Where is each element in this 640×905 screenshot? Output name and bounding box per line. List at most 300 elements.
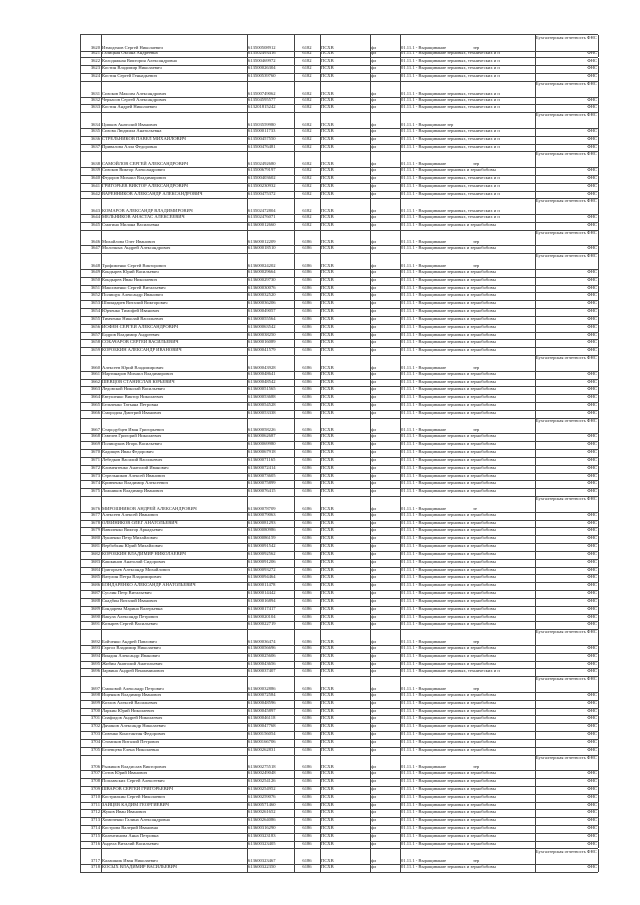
entity-type: фл <box>371 73 377 79</box>
column-divider <box>598 50 599 58</box>
entity-name: Лебедков Василий Васильевич <box>102 456 163 462</box>
column-divider <box>598 841 599 849</box>
activity-code: 01.11.1 - Выращивание зерновых и зернобобовы <box>401 433 496 439</box>
entity-name: Хомиченко Галина Александровна <box>102 817 170 823</box>
entity-type: фл <box>371 488 377 494</box>
region-code: 6182 <box>302 167 312 173</box>
inn-number: 613500476481 <box>248 143 276 149</box>
data-source: ФНС <box>587 691 597 697</box>
entity-type: фл <box>371 221 377 227</box>
region-code: 6186 <box>302 605 312 611</box>
data-source: ФНС <box>587 57 597 63</box>
category-code: ПСХВ <box>321 121 334 127</box>
inn-number: 613504595577 <box>248 96 276 102</box>
entity-name: Галицкая Оксана Андреевна <box>102 49 158 55</box>
activity-code: 01.11.1 - Выращивание зерновых, технических и п <box>401 135 500 141</box>
column-divider <box>598 747 599 755</box>
region-code: 6186 <box>302 480 312 486</box>
inn-number: 613600091206 <box>248 558 276 564</box>
data-source: ФНС <box>587 65 597 71</box>
entity-name: Сотов Юрий Иванович <box>102 770 148 776</box>
activity-code-suffix: зер <box>473 161 480 167</box>
inn-number: 613600018510 <box>248 245 276 251</box>
row-number: 3682 <box>90 550 100 556</box>
activity-code: 01.11.1 - Выращивание зерновых, технических и п <box>401 127 500 133</box>
entity-name: Вавиленко Виктор Аркадьевич <box>102 527 163 533</box>
column-divider <box>598 402 599 410</box>
region-code: 6186 <box>302 262 312 268</box>
row-number: 3640 <box>90 174 100 180</box>
entity-type: фл <box>371 527 377 533</box>
row-number: 3631 <box>90 90 100 96</box>
data-source: ФНС <box>587 785 597 791</box>
entity-type: фл <box>371 621 377 627</box>
entity-name: Кострилкин Сергей Николаевич <box>102 793 165 799</box>
region-code: 6186 <box>302 323 312 329</box>
row-number: 3633 <box>90 104 100 110</box>
activity-code-text: 01.11.1 - Выращивание <box>401 505 447 511</box>
entity-name: Сизова Людмила Анатольевна <box>102 127 162 133</box>
entity-name: Черкасов Сергей Александрович <box>102 96 167 102</box>
data-source: ФНС <box>587 543 597 549</box>
column-divider <box>598 355 599 371</box>
data-source: ФНС <box>587 778 597 784</box>
entity-name: Сизоков Максим Александрович <box>102 90 167 96</box>
data-source: ФНС <box>587 214 597 220</box>
entity-name: Ватулин Петра Владимирович <box>102 574 162 580</box>
activity-code: 01.11.1 - Выращивание зерновых, технических и п <box>401 190 500 196</box>
row-number: 3634 <box>90 121 100 127</box>
row-number: 3711 <box>90 801 100 807</box>
activity-code: 01.11.1 - Выращивание зерновых и зернобобовы <box>401 472 496 478</box>
inn-number: 613600156054 <box>248 731 276 737</box>
entity-name: Поплавских Сергей Алексеевич <box>102 778 165 784</box>
column-divider <box>598 269 599 277</box>
data-source: Бухгалтерская отчетность ФНС <box>536 35 597 40</box>
category-code: ПСХВ <box>321 276 334 282</box>
inn-number: 613600053338 <box>248 409 276 415</box>
activity-code: 01.11.1 - Выращивание зерновых и зернобобовы <box>401 691 496 697</box>
entity-type: фл <box>371 276 377 282</box>
row-number: 3683 <box>90 558 100 564</box>
activity-code: 01.11.1 - Выращивание зерновых и зернобобовы <box>401 738 496 744</box>
category-code: ПСХВ <box>321 527 334 533</box>
data-source: ФНС <box>587 480 597 486</box>
data-source: ФНС <box>587 167 597 173</box>
category-code: ПСХВ <box>321 723 334 729</box>
column-divider <box>598 332 599 340</box>
data-source: ФНС <box>587 793 597 799</box>
activity-code: 01.11.1 - Выращивание зерновых, технических и п <box>401 49 500 55</box>
entity-type: фл <box>371 161 377 167</box>
row-number: 3701 <box>90 715 100 721</box>
row-number: 3663 <box>90 386 100 392</box>
row-number: 3622 <box>90 57 100 63</box>
inn-number: 613600323467 <box>248 858 276 864</box>
inn-number: 613600029664 <box>248 268 276 274</box>
row-number: 3681 <box>90 543 100 549</box>
region-code: 6186 <box>302 858 312 864</box>
category-code: ПСХВ <box>321 505 334 511</box>
activity-code: 01.11.1 - Выращивание зерновых и зернобобовы <box>401 715 496 721</box>
category-code: ПСХВ <box>321 262 334 268</box>
inn-number: 613600041579 <box>248 347 276 353</box>
column-divider <box>598 112 599 128</box>
entity-name: Молочных Андрей Александрович <box>102 245 171 251</box>
category-code: ПСХВ <box>321 793 334 799</box>
column-divider <box>598 457 599 465</box>
column-divider <box>598 167 599 175</box>
inn-number: 613600062687 <box>248 433 276 439</box>
category-code: ПСХВ <box>321 832 334 838</box>
row-number: 3632 <box>90 96 100 102</box>
column-divider <box>598 559 599 567</box>
data-source: ФНС <box>587 276 597 282</box>
activity-code: 01.11.1 - Выращивание зерновых и зернобобовы <box>401 793 496 799</box>
region-code: 6186 <box>302 566 312 572</box>
inn-number: 613600012660 <box>248 221 276 227</box>
entity-name: Андела Виталий Васильевич <box>102 840 159 846</box>
entity-name: Измоденов Сергей Николаевич <box>102 44 163 50</box>
data-source: Бухгалтерская отчетность ФНС <box>536 496 597 502</box>
data-source: Бухгалтерская отчетность ФНС <box>536 417 597 423</box>
column-divider <box>598 339 599 347</box>
column-divider <box>598 794 599 802</box>
entity-name: Бодров Владимир Андреевич <box>102 331 160 337</box>
activity-code: 01.11.1 - Выращивание зерновых, технических и п <box>401 104 500 110</box>
category-code: ПСХВ <box>321 738 334 744</box>
column-divider <box>598 700 599 708</box>
entity-type: фл <box>371 597 377 603</box>
region-code: 6186 <box>302 433 312 439</box>
entity-name: Кашкинов Анатолий Сидорович <box>102 558 166 564</box>
row-number: 3623 <box>90 65 100 71</box>
entity-type: фл <box>371 394 377 400</box>
activity-code: 01.11.1 - Выращивание зерновых и зернобобовы <box>401 245 496 251</box>
data-source: ФНС <box>587 378 597 384</box>
region-code: 6186 <box>302 558 312 564</box>
activity-code: 01.11.1 - Выращивание зерновых и зернобобовы <box>401 809 496 815</box>
column-divider <box>598 245 599 253</box>
column-divider <box>598 496 599 512</box>
region-code: 6186 <box>302 832 312 838</box>
region-code: 6182 <box>302 49 312 55</box>
entity-name: МЕЛЬНИКОВ АНАСТАС АЛЕКСЕЕВИЧ <box>102 214 185 220</box>
entity-type: фл <box>371 793 377 799</box>
region-code: 6186 <box>302 590 312 596</box>
category-code: ПСХВ <box>321 778 334 784</box>
column-divider <box>598 394 599 402</box>
category-code: ПСХВ <box>321 347 334 353</box>
table-row <box>80 112 598 129</box>
region-code: 6186 <box>302 785 312 791</box>
entity-name: БОНДАРЕНКО АЛЕКСАНДР АНАТОЛЬЕВИЧ <box>102 582 196 588</box>
region-code: 6186 <box>302 707 312 713</box>
entity-type: фл <box>371 511 377 517</box>
row-number: 3674 <box>90 480 100 486</box>
inn-number: 613600571460 <box>248 801 276 807</box>
column-divider <box>598 144 599 152</box>
activity-code: 01.11.1 - Выращивание зерновых и зернобобовы <box>401 550 496 556</box>
column-divider <box>598 104 599 112</box>
inn-number: 613600075899 <box>248 480 276 486</box>
row-number: 3706 <box>90 764 100 770</box>
region-code: 6186 <box>302 715 312 721</box>
category-code: ПСХВ <box>321 214 334 220</box>
region-code: 6186 <box>302 644 312 650</box>
activity-code-suffix: зер <box>473 364 480 370</box>
activity-code: 01.11.1 - Выращивание зерновых и зернобобовы <box>401 574 496 580</box>
activity-code: 01.11.1 - Выращивание зерновых и зернобобовы <box>401 308 496 314</box>
category-code: ПСХВ <box>321 127 334 133</box>
entity-name: Кадищев Иван Федорович <box>102 449 154 455</box>
entity-name: Сизоков Виктор Александрович <box>102 167 165 173</box>
inn-number: 613600048641 <box>248 370 276 376</box>
entity-name: Зарвина Андрей Вениаминович <box>102 668 165 674</box>
data-source: ФНС <box>587 699 597 705</box>
inn-number: 613600048596 <box>248 699 276 705</box>
column-divider <box>598 136 599 144</box>
entity-type: фл <box>371 464 377 470</box>
activity-code-text: 01.11.1 - Выращивание <box>401 685 447 691</box>
entity-name: КОРОБКИН АЛЕКСАНДР ИВАНОВИЧ <box>102 347 182 353</box>
data-source: Бухгалтерская отчетность ФНС <box>536 355 597 361</box>
row-number: 3665 <box>90 402 100 408</box>
region-code: 6186 <box>302 456 312 462</box>
row-number: 3715 <box>90 832 100 838</box>
inn-number: 613600076415 <box>248 488 276 494</box>
entity-name: Костин Владимир Николаевич <box>102 65 162 71</box>
inn-number: 613600046118 <box>248 715 276 721</box>
table-row <box>80 151 598 168</box>
entity-name: Смоковой Александр Петрович <box>102 685 164 691</box>
entity-type: фл <box>371 550 377 556</box>
entity-type: фл <box>371 685 377 691</box>
entity-type: фл <box>371 456 377 462</box>
column-divider <box>598 645 599 653</box>
entity-name: Стрельников Алексей Иванович <box>102 472 165 478</box>
activity-code: 01.11.1 - Выращивание зерновых, технических и п <box>401 214 500 220</box>
inn-number: 613500539760 <box>248 73 276 79</box>
activity-code-suffix: зер <box>473 262 480 268</box>
table-row <box>80 198 598 215</box>
inn-number: 613600045897 <box>248 707 276 713</box>
entity-name: КОРОБКИН ВЛАДИМИР НИКОЛАЕВИЧ <box>102 550 186 556</box>
row-number: 3664 <box>90 394 100 400</box>
activity-code: 01.11.1 - Выращивание зерновых и зернобобовы <box>401 801 496 807</box>
entity-type: фл <box>371 370 377 376</box>
row-number: 3716 <box>90 840 100 846</box>
region-code: 6186 <box>302 825 312 830</box>
row-number: 3717 <box>90 858 100 864</box>
column-divider <box>598 65 599 73</box>
entity-name: Максименко Сергей Витальевич <box>102 284 166 290</box>
row-number: 3639 <box>90 167 100 173</box>
data-source: ФНС <box>587 668 597 674</box>
activity-code: 01.11.1 - Выращивание зерновых и зернобобовы <box>401 409 496 415</box>
activity-code: 01.11.1 - Выращивание зерновых и зернобобовы <box>401 331 496 337</box>
data-source: ФНС <box>587 472 597 478</box>
region-code: 6186 <box>302 738 312 744</box>
column-divider <box>598 786 599 794</box>
row-number: 3693 <box>90 644 100 650</box>
entity-type: фл <box>371 143 377 149</box>
table-row <box>80 230 598 247</box>
table-row <box>80 81 598 98</box>
category-code: ПСХВ <box>321 370 334 376</box>
entity-name: Вакула Александр Петрович <box>102 613 158 619</box>
row-number: 3686 <box>90 582 100 588</box>
entity-type: фл <box>371 864 377 870</box>
data-source: ФНС <box>587 49 597 55</box>
column-divider <box>598 151 599 167</box>
region-code: 6186 <box>302 809 312 815</box>
column-divider <box>598 825 599 833</box>
entity-name: Костин Андрей Николаевич <box>102 104 157 110</box>
data-source: Бухгалтерская отчетность ФНС <box>536 253 597 259</box>
category-code: ПСХВ <box>321 427 334 433</box>
activity-code: 01.11.1 - Выращивание зерновых и зернобобовы <box>401 480 496 486</box>
region-code: 6182 <box>302 143 312 149</box>
data-source: ФНС <box>587 558 597 564</box>
activity-code: 01.11.1 - Выращивание зерновых и зернобобовы <box>401 825 496 830</box>
entity-name: Колодяжная Виктория Александровна <box>102 57 177 63</box>
inn-number: 613201815242 <box>248 104 276 110</box>
inn-number: 613600056696 <box>248 644 276 650</box>
category-code: ПСХВ <box>321 785 334 791</box>
category-code: ПСХВ <box>321 433 334 439</box>
data-source: ФНС <box>587 370 597 376</box>
entity-name: ГРИГОРЬЕВ ВИКТОР АЛЕКСАНДРОВИЧ <box>102 182 188 188</box>
activity-code-text: 01.11.1 - Выращивание <box>401 239 447 245</box>
row-number: 3658 <box>90 339 100 345</box>
row-number: 3675 <box>90 488 100 494</box>
region-code: 6182 <box>302 44 312 50</box>
region-code: 6186 <box>302 723 312 729</box>
row-number: 3679 <box>90 527 100 533</box>
activity-code: 01.11.1 - Выращивание зерновых и зернобобовы <box>401 746 496 752</box>
region-code: 6186 <box>302 370 312 376</box>
entity-type: фл <box>371 691 377 697</box>
entity-type: фл <box>371 208 377 214</box>
activity-code: 01.11.1 - Выращивание зерновых и зернобобовы <box>401 519 496 525</box>
column-divider <box>598 692 599 700</box>
region-code: 6186 <box>302 621 312 627</box>
region-code: 6186 <box>302 817 312 823</box>
entity-name: СОБАЧАРОВ СЕРГЕЙ ВАСИЛЬЕВИЧ <box>102 339 179 345</box>
entity-name: Тимченко Николай Васильевич <box>102 315 164 321</box>
activity-code-suffix: зер <box>473 427 480 433</box>
inn-number: 613600063542 <box>248 323 276 329</box>
column-divider <box>598 849 599 865</box>
entity-type: фл <box>371 433 377 439</box>
data-source: ФНС <box>587 707 597 713</box>
entity-name: Суслин Петр Витальевич <box>102 590 152 596</box>
column-divider <box>598 778 599 786</box>
column-divider <box>598 653 599 661</box>
data-source: Бухгалтерская отчетность ФНС <box>536 848 597 854</box>
entity-name: Колентинова Анна Петровна <box>102 832 159 838</box>
activity-code: 01.11.1 - Выращивание зерновых, технических и п <box>401 208 500 214</box>
activity-code: 01.11.1 - Выращивание зерновых и зернобобовы <box>401 378 496 384</box>
region-code: 6186 <box>302 511 312 517</box>
category-code: ПСХВ <box>321 402 334 408</box>
row-number: 3678 <box>90 519 100 525</box>
column-divider <box>598 833 599 841</box>
category-code: ПСХВ <box>321 691 334 697</box>
region-code: 6186 <box>302 386 312 392</box>
inn-number: 613600036206 <box>248 300 276 306</box>
region-code: 6186 <box>302 638 312 644</box>
inn-number: 613600254952 <box>248 785 276 791</box>
activity-code: 01.11.1 - Выращивание зерновых и зернобобовы <box>401 770 496 776</box>
data-source: ФНС <box>587 746 597 752</box>
entity-name: ОЛЕЙНИКОВ ОЛЕГ АНАТОЛЬЕВИЧ <box>102 519 178 525</box>
activity-code: 01.11.1 - Выращивание зерновых и зернобобовы <box>401 535 496 541</box>
activity-code: 01.11.1 - Выращивание зерновых и зернобобовы <box>401 597 496 603</box>
inn-number: 613600012209 <box>248 239 276 245</box>
entity-name: Костин Сергей Геннадьевич <box>102 73 157 79</box>
region-code: 6186 <box>302 449 312 455</box>
entity-name: Климентенко Анатолий Иванович <box>102 464 169 470</box>
column-divider <box>598 770 599 778</box>
activity-code: 01.11.1 - Выращивание зерновых и зернобобовы <box>401 370 496 376</box>
category-code: ПСХВ <box>321 764 334 770</box>
entity-name: МИРОШНИКОВ АНДРЕЙ АЛЕКСАНДРОВИЧ <box>102 505 197 511</box>
column-divider <box>598 347 599 355</box>
activity-code: 01.11.1 - Выращивание зерновых и зернобобовы <box>401 652 496 658</box>
column-divider <box>598 230 599 246</box>
activity-code-text: 01.11.1 - Выращивание <box>401 764 447 770</box>
region-code: 6182 <box>302 104 312 110</box>
entity-type: фл <box>371 505 377 511</box>
activity-code: 01.11.1 - Выращивание зерновых и зернобобовы <box>401 339 496 345</box>
entity-type: фл <box>371 778 377 784</box>
row-number: 3703 <box>90 731 100 737</box>
data-source: ФНС <box>587 339 597 345</box>
data-source: ФНС <box>587 550 597 556</box>
entity-type: фл <box>371 801 377 807</box>
category-code: ПСХВ <box>321 90 334 96</box>
region-code: 6186 <box>302 427 312 433</box>
entity-type: фл <box>371 364 377 370</box>
column-divider <box>598 81 599 97</box>
column-divider <box>598 465 599 473</box>
entity-type: фл <box>371 738 377 744</box>
category-code: ПСХВ <box>321 840 334 846</box>
activity-code: 01.11.1 - Выращивание зер <box>401 121 454 127</box>
row-number: 3687 <box>90 590 100 596</box>
row-number: 3637 <box>90 143 100 149</box>
row-number: 3657 <box>90 331 100 337</box>
data-source: ФНС <box>587 613 597 619</box>
activity-code: 01.11.1 - Выращивание зерновых и зернобобовы <box>401 511 496 517</box>
row-number: 3647 <box>90 245 100 251</box>
inn-number: 613600091542 <box>248 543 276 549</box>
activity-code: 01.11.1 - Выращивание зерновых и зернобобовы <box>401 449 496 455</box>
category-code: ПСХВ <box>321 864 334 870</box>
column-divider <box>598 708 599 716</box>
category-code: ПСХВ <box>321 550 334 556</box>
row-number: 3620 <box>90 44 100 50</box>
table-row <box>80 629 598 646</box>
column-divider <box>598 97 599 105</box>
region-code: 6182 <box>302 65 312 71</box>
entity-name: Трофименко Сергей Викторович <box>102 262 166 268</box>
entity-type: фл <box>371 96 377 102</box>
data-source: ФНС <box>587 597 597 603</box>
inn-number: 613600048542 <box>248 378 276 384</box>
